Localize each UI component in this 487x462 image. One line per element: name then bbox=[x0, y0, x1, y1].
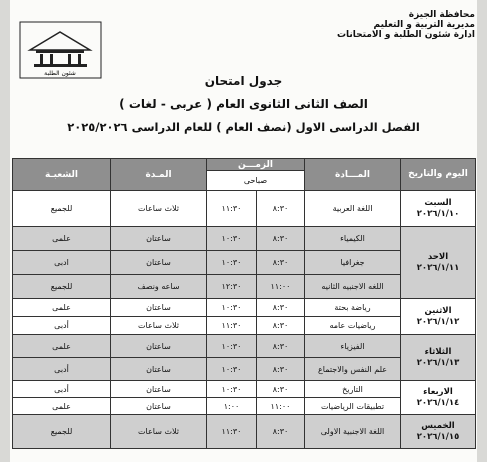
subject-cell: تطبيقات الرياضيات bbox=[305, 398, 401, 415]
day-name: الخميس bbox=[421, 420, 455, 431]
scan-edge-right bbox=[477, 0, 487, 462]
branch-cell: أدبى bbox=[13, 381, 111, 398]
time-to-cell: ١٢:٣٠ bbox=[207, 275, 257, 299]
branch-cell: علمى bbox=[13, 335, 111, 358]
day-cell bbox=[401, 381, 476, 415]
branch-cell: للجميع bbox=[13, 191, 111, 227]
day-cell bbox=[401, 299, 476, 335]
table-row bbox=[13, 227, 476, 251]
day-cell bbox=[401, 227, 476, 299]
doc-title: جدول امتحان bbox=[204, 74, 283, 88]
branch-cell: أدبى bbox=[13, 358, 111, 381]
duration-cell: ساعتان bbox=[111, 358, 207, 381]
time-to-cell: ١١:٣٠ bbox=[207, 415, 257, 449]
time-to-cell: ١٠:٣٠ bbox=[207, 335, 257, 358]
time-to-cell: ١:٠٠ bbox=[207, 398, 257, 415]
day-date: ٢٠٢٦/١/١٥ bbox=[416, 431, 460, 442]
day-date: ٢٠٢٦/١/١٤ bbox=[416, 397, 460, 408]
header-governorate: محافظة الجيزة bbox=[408, 10, 475, 20]
time-from-cell: ١١:٠٠ bbox=[257, 275, 305, 299]
subject-cell: رياضة بحتة bbox=[305, 299, 401, 317]
subject-cell: علم النفس والاجتماع bbox=[305, 358, 401, 381]
subject-cell: اللغة الاجنبية الاولى bbox=[305, 415, 401, 449]
day-cell bbox=[401, 415, 476, 449]
time-from-cell: ٨:٣٠ bbox=[257, 317, 305, 335]
duration-cell: ساعتان bbox=[111, 335, 207, 358]
subject-cell: اللغه الاجنبيه الثانيه bbox=[305, 275, 401, 299]
duration-cell: ساعتان bbox=[111, 251, 207, 275]
header-period: صباحى bbox=[207, 171, 305, 191]
time-from-cell: ٨:٣٠ bbox=[257, 251, 305, 275]
table-row bbox=[13, 381, 476, 398]
day-name: الاحد bbox=[427, 251, 449, 262]
day-name: الثلاثاء bbox=[424, 346, 452, 357]
duration-cell: ثلاث ساعات bbox=[111, 415, 207, 449]
day-date: ٢٠٢٦/١/١١ bbox=[416, 262, 460, 273]
exam-schedule-table bbox=[12, 158, 476, 449]
time-from-cell: ٨:٣٠ bbox=[257, 358, 305, 381]
scan-edge-left bbox=[0, 0, 10, 462]
time-to-cell: ١٠:٣٠ bbox=[207, 299, 257, 317]
duration-cell: ثلاث ساعات bbox=[111, 317, 207, 335]
time-to-cell: ١٠:٣٠ bbox=[207, 251, 257, 275]
branch-cell: علمى bbox=[13, 398, 111, 415]
header-subject: المـــادة bbox=[305, 159, 401, 191]
day-date: ٢٠٢٦/١/١٠ bbox=[416, 208, 460, 219]
logo-caption: شئون الطلبة bbox=[44, 70, 76, 77]
day-cell bbox=[401, 335, 476, 381]
duration-cell: ساعتان bbox=[111, 227, 207, 251]
doc-term: الفصل الدراسى الاول (نصف العام ) للعام الدراسى ٢٠٢٥/٢٠٢٦ bbox=[67, 120, 420, 134]
time-to-cell: ١١:٣٠ bbox=[207, 317, 257, 335]
time-from-cell: ٨:٣٠ bbox=[257, 335, 305, 358]
branch-cell: ادبى bbox=[13, 251, 111, 275]
student-affairs-logo bbox=[18, 20, 103, 80]
table-row bbox=[13, 335, 476, 358]
header-administration: ادارة شئون الطلبة و الامتحانات bbox=[337, 30, 475, 40]
time-from-cell: ٨:٣٠ bbox=[257, 415, 305, 449]
time-from-cell: ٨:٣٠ bbox=[257, 227, 305, 251]
table-row bbox=[13, 191, 476, 227]
header-branch: الشعبـة bbox=[13, 159, 111, 191]
time-from-cell: ٨:٣٠ bbox=[257, 299, 305, 317]
day-date: ٢٠٢٦/١/١٢ bbox=[416, 316, 460, 327]
time-from-cell: ١١:٠٠ bbox=[257, 398, 305, 415]
branch-cell: علمى bbox=[13, 299, 111, 317]
subject-cell: رياضيات عامه bbox=[305, 317, 401, 335]
branch-cell: علمى bbox=[13, 227, 111, 251]
day-name: الاربعاء bbox=[423, 386, 453, 397]
duration-cell: ساعتان bbox=[111, 299, 207, 317]
duration-cell: ساعتان bbox=[111, 381, 207, 398]
header-duration: المـدة bbox=[111, 159, 207, 191]
day-name: الاثنين bbox=[424, 305, 452, 316]
header-directorate: مديرية التربية و التعليم bbox=[373, 20, 475, 30]
time-to-cell: ١٠:٣٠ bbox=[207, 358, 257, 381]
duration-cell: ساعه ونصف bbox=[111, 275, 207, 299]
duration-cell: ساعتان bbox=[111, 398, 207, 415]
time-to-cell: ١٠:٣٠ bbox=[207, 227, 257, 251]
subject-cell: الفيزياء bbox=[305, 335, 401, 358]
time-from-cell: ٨:٣٠ bbox=[257, 381, 305, 398]
time-to-cell: ١١:٣٠ bbox=[207, 191, 257, 227]
subject-cell: اللغة العربية bbox=[305, 191, 401, 227]
duration-cell: ثلاث ساعات bbox=[111, 191, 207, 227]
time-from-cell: ٨:٣٠ bbox=[257, 191, 305, 227]
ministry-header bbox=[275, 10, 475, 40]
subject-cell: التاريخ bbox=[305, 381, 401, 398]
header-time: الزمـــن bbox=[207, 159, 305, 171]
subject-cell: الكيمياء bbox=[305, 227, 401, 251]
day-cell bbox=[401, 191, 476, 227]
branch-cell: للجميع bbox=[13, 275, 111, 299]
table-row bbox=[13, 299, 476, 317]
subject-cell: جغرافيا bbox=[305, 251, 401, 275]
time-to-cell: ١٠:٣٠ bbox=[207, 381, 257, 398]
branch-cell: للجميع bbox=[13, 415, 111, 449]
header-day-date: اليوم والتاريخ bbox=[401, 159, 476, 191]
doc-grade: الصف الثانى الثانوى العام ( عربى - لغات ) bbox=[119, 97, 368, 111]
day-name: السبت bbox=[424, 197, 452, 208]
table-row bbox=[13, 415, 476, 449]
branch-cell: أدبى bbox=[13, 317, 111, 335]
day-date: ٢٠٢٦/١/١٣ bbox=[416, 357, 460, 368]
